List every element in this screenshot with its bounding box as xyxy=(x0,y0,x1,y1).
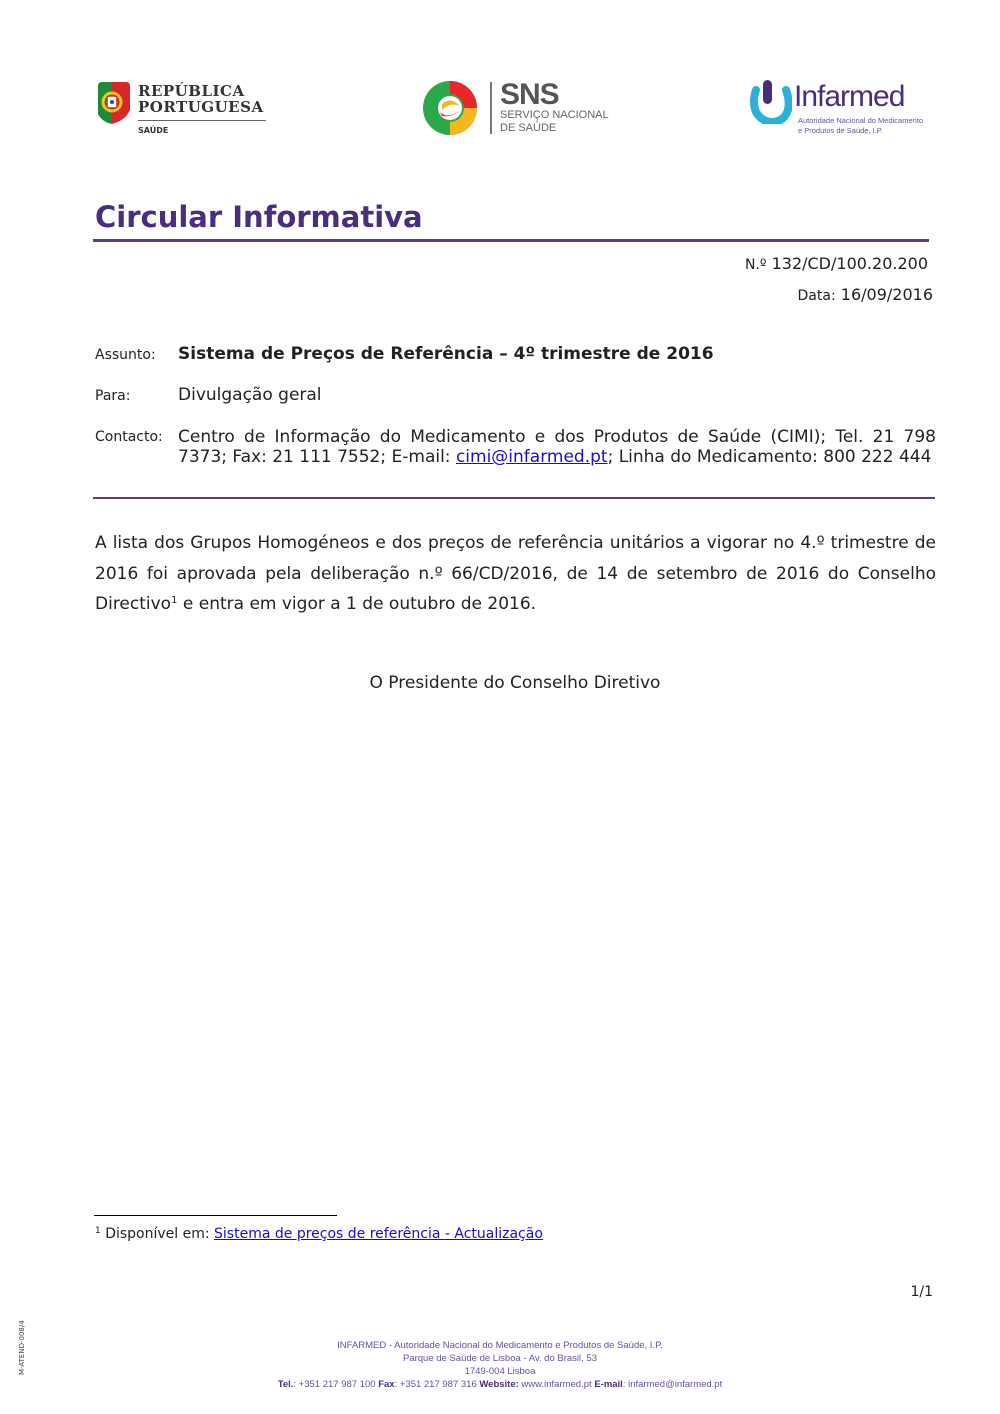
contact-label: Contacto: xyxy=(95,429,163,445)
recipient-label: Para: xyxy=(95,388,131,404)
footnote-link[interactable]: Sistema de preços de referência - Actualização xyxy=(214,1226,543,1242)
saude-text: SAÚDE xyxy=(138,126,169,135)
footer-fax-label: Fax xyxy=(378,1379,395,1390)
footer-fax-value: : +351 217 987 316 xyxy=(394,1379,477,1390)
infarmed-line1: Autoridade Nacional do Medicamento xyxy=(798,116,924,125)
footer-website-value[interactable]: www.infarmed.pt xyxy=(518,1379,592,1390)
footer-tel-label: Tel. xyxy=(277,1379,294,1390)
footer-email-label: E-mail xyxy=(594,1379,623,1390)
date-label: Data: xyxy=(797,288,836,304)
logo-divider xyxy=(138,120,266,121)
infarmed-line2: e Produtos de Saúde, I.P. xyxy=(798,126,883,135)
footer-email-value[interactable]: : infarmed@infarmed.pt xyxy=(622,1379,723,1390)
reference-value: 132/CD/100.20.200 xyxy=(771,254,928,273)
contact-text-rest: ; Linha do Medicamento: 800 222 444 xyxy=(607,447,932,467)
footnote-divider xyxy=(94,1215,337,1216)
footer-line2: Parque de Saúde de Lisboa - Av. do Brasil, 53 xyxy=(402,1353,597,1364)
republica-portuguesa-logo xyxy=(94,80,274,140)
subject-label: Assunto: xyxy=(95,347,156,363)
reference-label: N.º xyxy=(744,257,767,273)
sns-acronym: SNS xyxy=(500,78,559,111)
footer-tel-value: : +351 217 987 100 xyxy=(293,1379,376,1390)
body-text-part2: e entra em vigor a 1 de outubro de 2016. xyxy=(177,594,537,614)
reference-number xyxy=(745,254,928,273)
footer-contacts xyxy=(0,1379,1000,1390)
republica-text: REPÚBLICA xyxy=(138,82,245,100)
signature: O Presidente do Conselho Diretivo xyxy=(369,673,661,693)
sns-divider xyxy=(490,82,492,134)
footnote-reference: 1 xyxy=(171,595,178,606)
footnote-number: 1 xyxy=(95,1226,101,1236)
infarmed-drop-icon xyxy=(750,78,792,124)
infarmed-logo xyxy=(750,78,930,140)
page-number: 1/1 xyxy=(910,1284,933,1300)
portugal-emblem-icon xyxy=(94,80,134,126)
sns-line2: DE SAÚDE xyxy=(500,122,557,134)
subject-value: Sistema de Preços de Referência – 4º trimestre de 2016 xyxy=(178,344,714,364)
footer-line1: INFARMED - Autoridade Nacional do Medicamento e Produtos de Saúde, I.P. xyxy=(337,1340,663,1351)
sns-line1: SERVIÇO NACIONAL xyxy=(500,109,609,121)
contact-value xyxy=(178,427,936,467)
footer-website-label: Website: xyxy=(479,1379,519,1390)
contact-email-link[interactable]: cimi@infarmed.pt xyxy=(455,447,608,467)
contact-text: Centro de Informação do Medicamento e dos Produtos de Saúde (CIMI); Tel. 21 798 7373; Fax: 21 111 7552; E-mail: xyxy=(178,427,936,467)
date-value: 16/09/2016 xyxy=(840,285,933,304)
portuguesa-text: PORTUGUESA xyxy=(138,98,264,116)
sns-logo xyxy=(420,78,610,140)
body-paragraph xyxy=(95,528,936,620)
document-code: M-ATEND-008/4 xyxy=(18,1320,26,1375)
footer-line3: 1749-004 Lisboa xyxy=(464,1366,536,1377)
document-date xyxy=(798,285,933,304)
footnote xyxy=(95,1226,543,1242)
body-text-part1: A lista dos Grupos Homogéneos e dos preços de referência unitários a vigorar no 4.º trimestre de 2016 foi aprovada pela deliberação n.º 66/CD/2016, de 14 de setembro de 2016 do Conselho Directivo xyxy=(95,533,936,614)
sns-swirl-icon xyxy=(420,78,480,138)
footnote-text: Disponível em: xyxy=(105,1226,215,1242)
recipient-value: Divulgação geral xyxy=(178,385,322,405)
document-title: Circular Informativa xyxy=(95,200,423,234)
infarmed-name: Infarmed xyxy=(794,80,905,113)
header-divider xyxy=(93,497,935,499)
title-divider xyxy=(93,239,929,242)
